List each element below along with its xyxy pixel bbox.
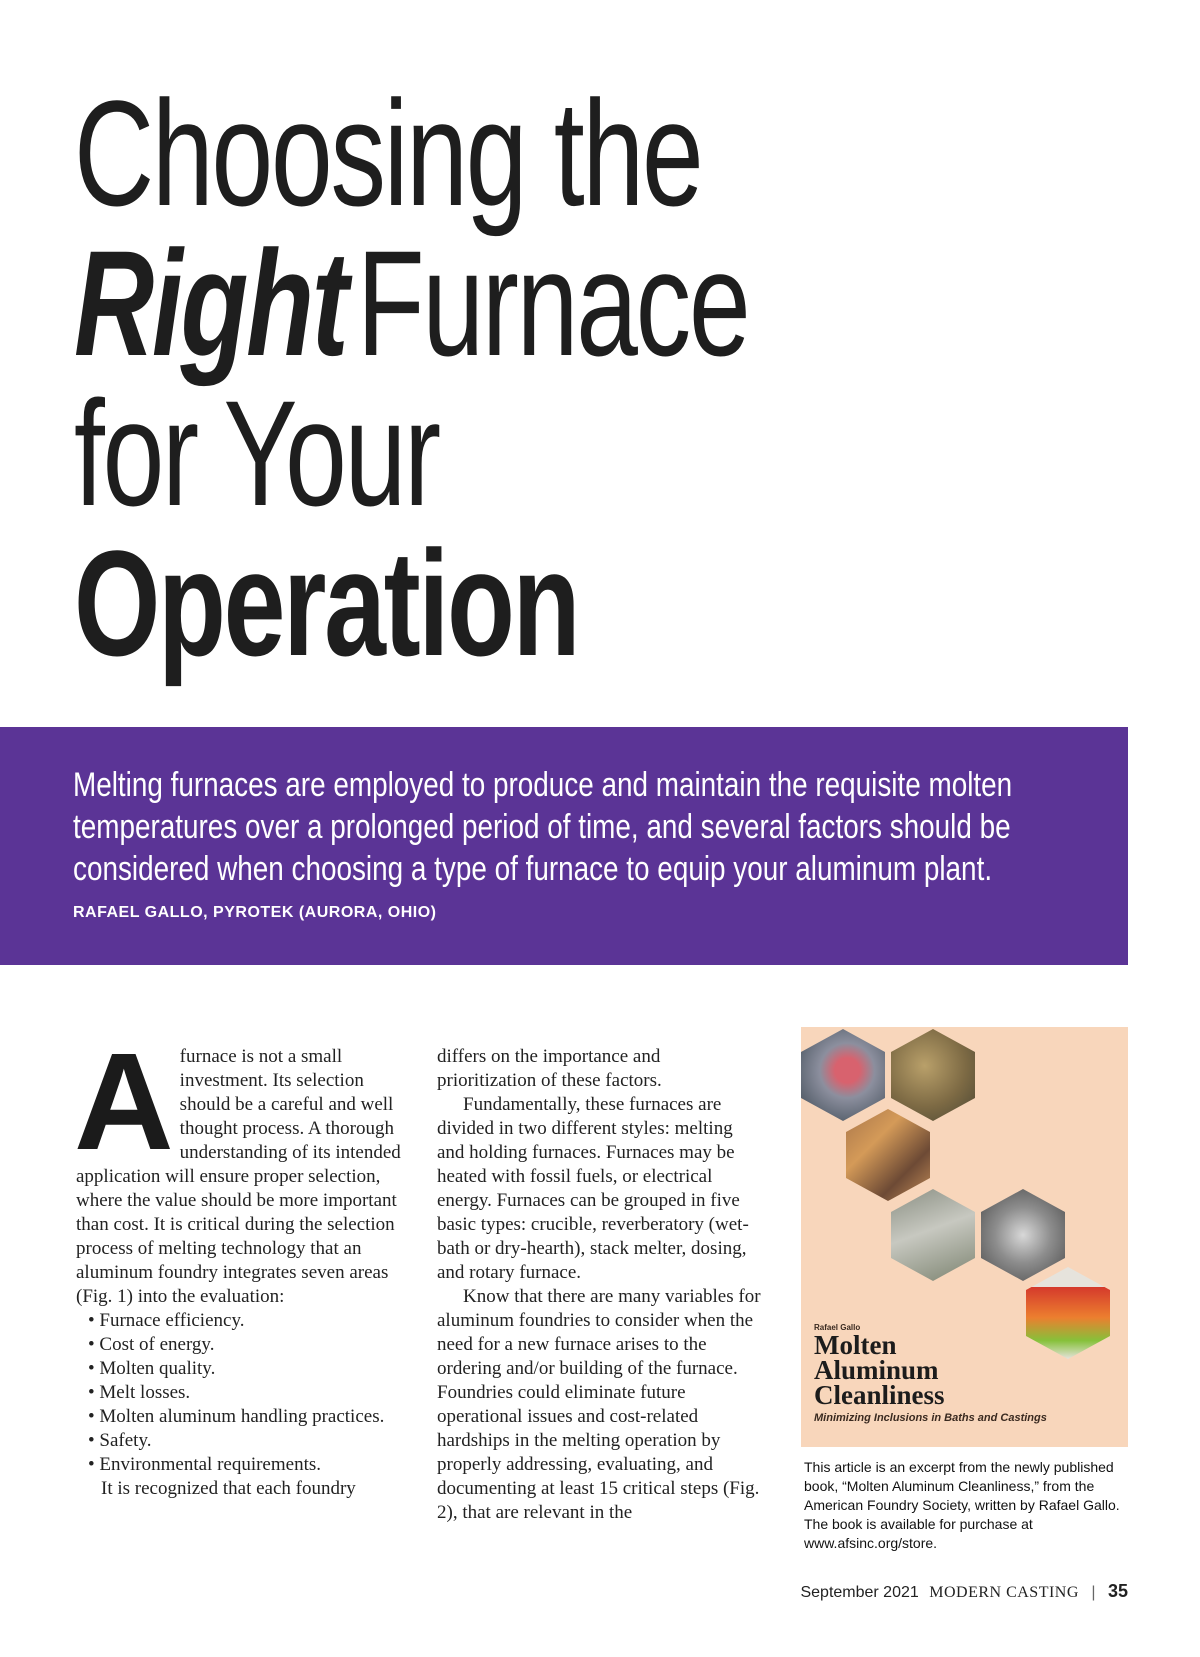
- list-item: • Environmental requirements.: [88, 1453, 404, 1477]
- title-word-furnace: Furnace: [356, 219, 749, 387]
- title-word-operation: Operation: [74, 519, 579, 687]
- cover-photo-hexagon: [801, 1029, 885, 1121]
- cover-subtitle: Minimizing Inclusions in Baths and Castings: [814, 1412, 1047, 1424]
- list-item: • Molten aluminum handling practices.: [88, 1405, 404, 1429]
- cover-title: [814, 1330, 945, 1410]
- paragraph: Fundamentally, these furnaces are divided in two different styles: melting and holding furnaces. Furnaces may be heated with fossil fuels, or electrical energy. Furnaces can be grouped in five basic types: crucible, reverberatory (wet-bath or dry-hearth), stack melter, dosing, and rotary furnace.: [437, 1094, 749, 1283]
- magazine-name: MODERN CASTING: [929, 1584, 1079, 1601]
- drop-cap: A: [74, 1025, 174, 1179]
- body-column-2: [437, 1045, 763, 1525]
- cover-title-line: Aluminum: [814, 1355, 939, 1385]
- title-emphasis-right: Right: [74, 219, 347, 387]
- title-line-2: [74, 219, 749, 387]
- book-cover-image: [801, 1027, 1128, 1447]
- intro-paragraph: furnace is not a small investment. Its selection should be a careful and well thought process. A thorough understanding of its intended application will ensure proper selection, where the value should be more important than cost. It is critical during the selection process of melting technology that an aluminum foundry integrates seven areas (Fig. 1) into the evaluation:: [76, 1046, 401, 1307]
- list-item: • Cost of energy.: [88, 1333, 404, 1357]
- cover-photo-hexagon: [891, 1189, 975, 1281]
- cover-title-line: Cleanliness: [814, 1380, 945, 1410]
- cover-photo-hexagon: [1026, 1267, 1110, 1359]
- article-title: [74, 69, 985, 687]
- deck-banner: [0, 727, 1128, 965]
- list-item: • Melt losses.: [88, 1381, 404, 1405]
- cover-photo-hexagon: [981, 1189, 1065, 1281]
- cover-photo-hexagon: [846, 1109, 930, 1201]
- paragraph: differs on the importance and prioritization of these factors.: [437, 1046, 662, 1091]
- title-line-4: [74, 519, 748, 687]
- page-number: 35: [1107, 1581, 1128, 1601]
- title-line-3: for Your: [74, 369, 439, 537]
- book-caption: This article is an excerpt from the newly published book, “Molten Aluminum Cleanliness,” from the American Foundry Society, written by Rafael Gallo. The book is available for purchase at www.afsinc.org/store.: [804, 1459, 1120, 1551]
- list-item: • Safety.: [88, 1429, 404, 1453]
- cover-title-line: Molten: [814, 1330, 897, 1360]
- list-item: • Furnace efficiency.: [88, 1309, 404, 1333]
- continued-paragraph: It is recognized that each foundry: [101, 1478, 356, 1499]
- criteria-list: [76, 1309, 404, 1477]
- list-item: • Molten quality.: [88, 1357, 404, 1381]
- title-line-1: Choosing the: [74, 69, 702, 237]
- page-footer: [800, 1581, 1128, 1602]
- paragraph: Know that there are many variables for aluminum foundries to consider when the need for a new furnace arises to the ordering and/or building of the furnace. Foundries could eliminate future operational issues and cost-related hardships in the melting operation by properly addressing, evaluating, and documenting at least 15 critical steps (Fig. 2), that are relevant in the: [437, 1286, 761, 1523]
- footer-divider: |: [1091, 1584, 1096, 1601]
- deck-text: Melting furnaces are employed to produce and maintain the requisite molten temperatures over a prolonged period of time, and several factors should be considered when choosing a type of furnace to equip your aluminum plant.: [73, 766, 1013, 888]
- cover-author: Rafael Gallo: [814, 1323, 861, 1332]
- author-byline: RAFAEL GALLO, PYROTEK (AURORA, OHIO): [73, 904, 437, 921]
- issue-date: September 2021: [800, 1584, 919, 1601]
- cover-photo-hexagon: [891, 1029, 975, 1121]
- body-column-1: [74, 1025, 404, 1501]
